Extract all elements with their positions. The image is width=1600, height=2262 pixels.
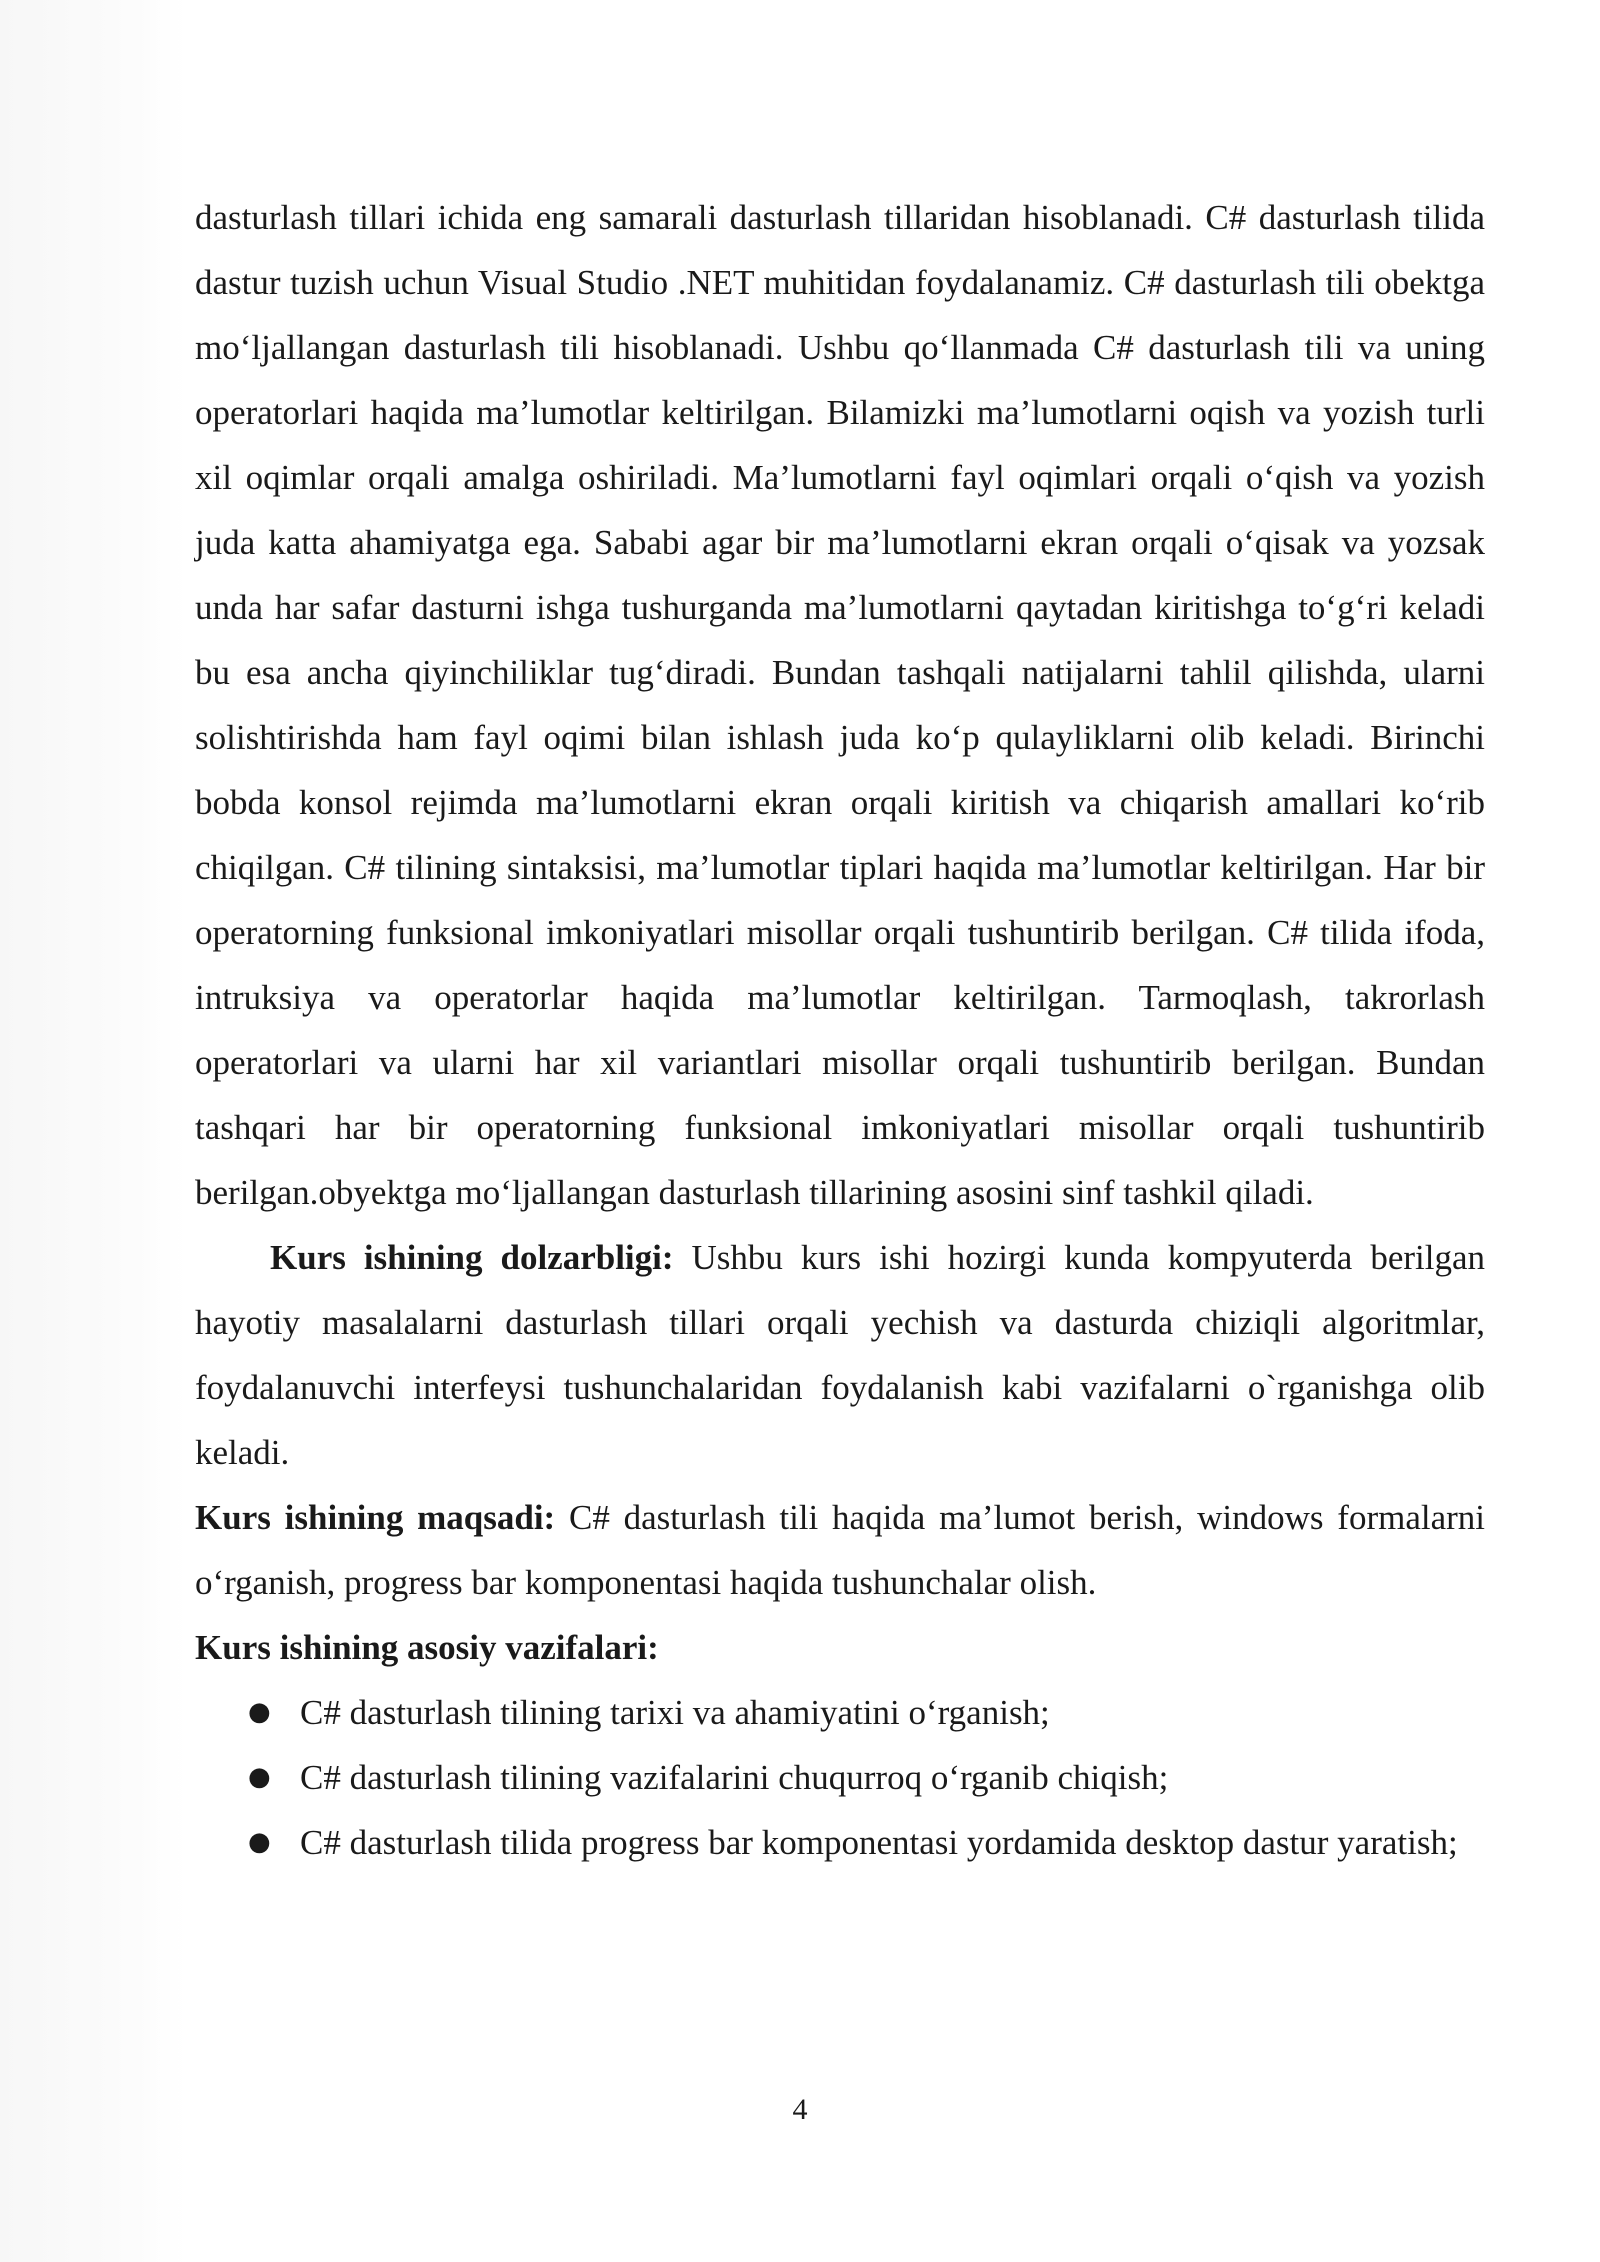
relevance-text: Ushbu kurs ishi hozirgi kunda kompyuterda berilgan hayotiy masalalarni dasturlash tillari orqali yechish va dasturda chiziqli algoritmlar, foydalanuvchi interfeysi tushunchalaridan foydalanish kabi vazifalarni o`rganishga olib keladi.	[195, 1238, 1485, 1472]
bullet-icon: ●	[248, 1827, 271, 1857]
tasks-heading: Kurs ishining asosiy vazifalari:	[195, 1628, 659, 1667]
task-text: C# dasturlash tilining vazifalarini chuqurroq o‘rganib chiqish;	[300, 1758, 1169, 1797]
goal-paragraph	[195, 1485, 1485, 1615]
relevance-paragraph	[195, 1225, 1485, 1485]
task-list-item	[195, 1680, 1485, 1745]
page-content	[195, 185, 1485, 1875]
goal-text: C# dasturlash tili haqida ma’lumot berish, windows formalarni o‘rganish, progress bar komponentasi haqida tushunchalar olish.	[195, 1498, 1485, 1602]
page-number: 4	[792, 2093, 808, 2126]
goal-label: Kurs ishining maqsadi:	[195, 1498, 556, 1537]
task-list-item	[195, 1745, 1485, 1810]
intro-paragraph: dasturlash tillari ichida eng samarali dasturlash tillaridan hisoblanadi. C# dasturlash tilida dastur tuzish uchun Visual Studio .NET muhitidan foydalanamiz. C# dasturlash tili obektga mo‘ljallangan dasturlash tili hisoblanadi. Ushbu qo‘llanmada C# dasturlash tili va uning operatorlari haqida ma’lumotlar keltirilgan. Bilamizki ma’lumotlarni oqish va yozish turli xil oqimlar orqali amalga oshiriladi. Ma’lumotlarni fayl oqimlari orqali o‘qish va yozish juda katta ahamiyatga ega. Sababi agar bir ma’lumotlarni ekran orqali o‘qisak va yozsak unda har safar dasturni ishga tushurganda ma’lumotlarni qaytadan kiritishga to‘g‘ri keladi bu esa ancha qiyinchiliklar tug‘diradi. Bundan tashqali natijalarni tahlil qilishda, ularni solishtirishda ham fayl oqimi bilan ishlash juda ko‘p qulayliklarni olib keladi. Birinchi bobda konsol rejimda ma’lumotlarni ekran orqali kiritish va chiqarish amallari ko‘rib chiqilgan. C# tilining sintaksisi, ma’lumotlar tiplari haqida ma’lumotlar keltirilgan. Har bir operatorning funksional imkoniyatlari misollar orqali tushuntirib berilgan. C# tilida ifoda, intruksiya va operatorlar haqida ma’lumotlar keltirilgan. Tarmoqlash, takrorlash operatorlari va ularni har xil variantlari misollar orqali tushuntirib berilgan. Bundan tashqari har bir operatorning funksional imkoniyatlari misollar orqali tushuntirib berilgan.obyektga mo‘ljallangan dasturlash tillarining asosini sinf tashkil qiladi.	[195, 198, 1485, 1212]
bullet-icon: ●	[248, 1762, 271, 1792]
task-list-item	[195, 1810, 1485, 1875]
bullet-icon: ●	[248, 1697, 271, 1727]
task-text: C# dasturlash tilining tarixi va ahamiyatini o‘rganish;	[300, 1693, 1050, 1732]
tasks-list	[195, 1680, 1485, 1875]
page-margin-shade	[0, 0, 188, 2262]
relevance-label: Kurs ishining dolzarbligi:	[270, 1238, 674, 1277]
task-text: C# dasturlash tilida progress bar komponentasi yordamida desktop dastur yaratish;	[300, 1823, 1458, 1862]
